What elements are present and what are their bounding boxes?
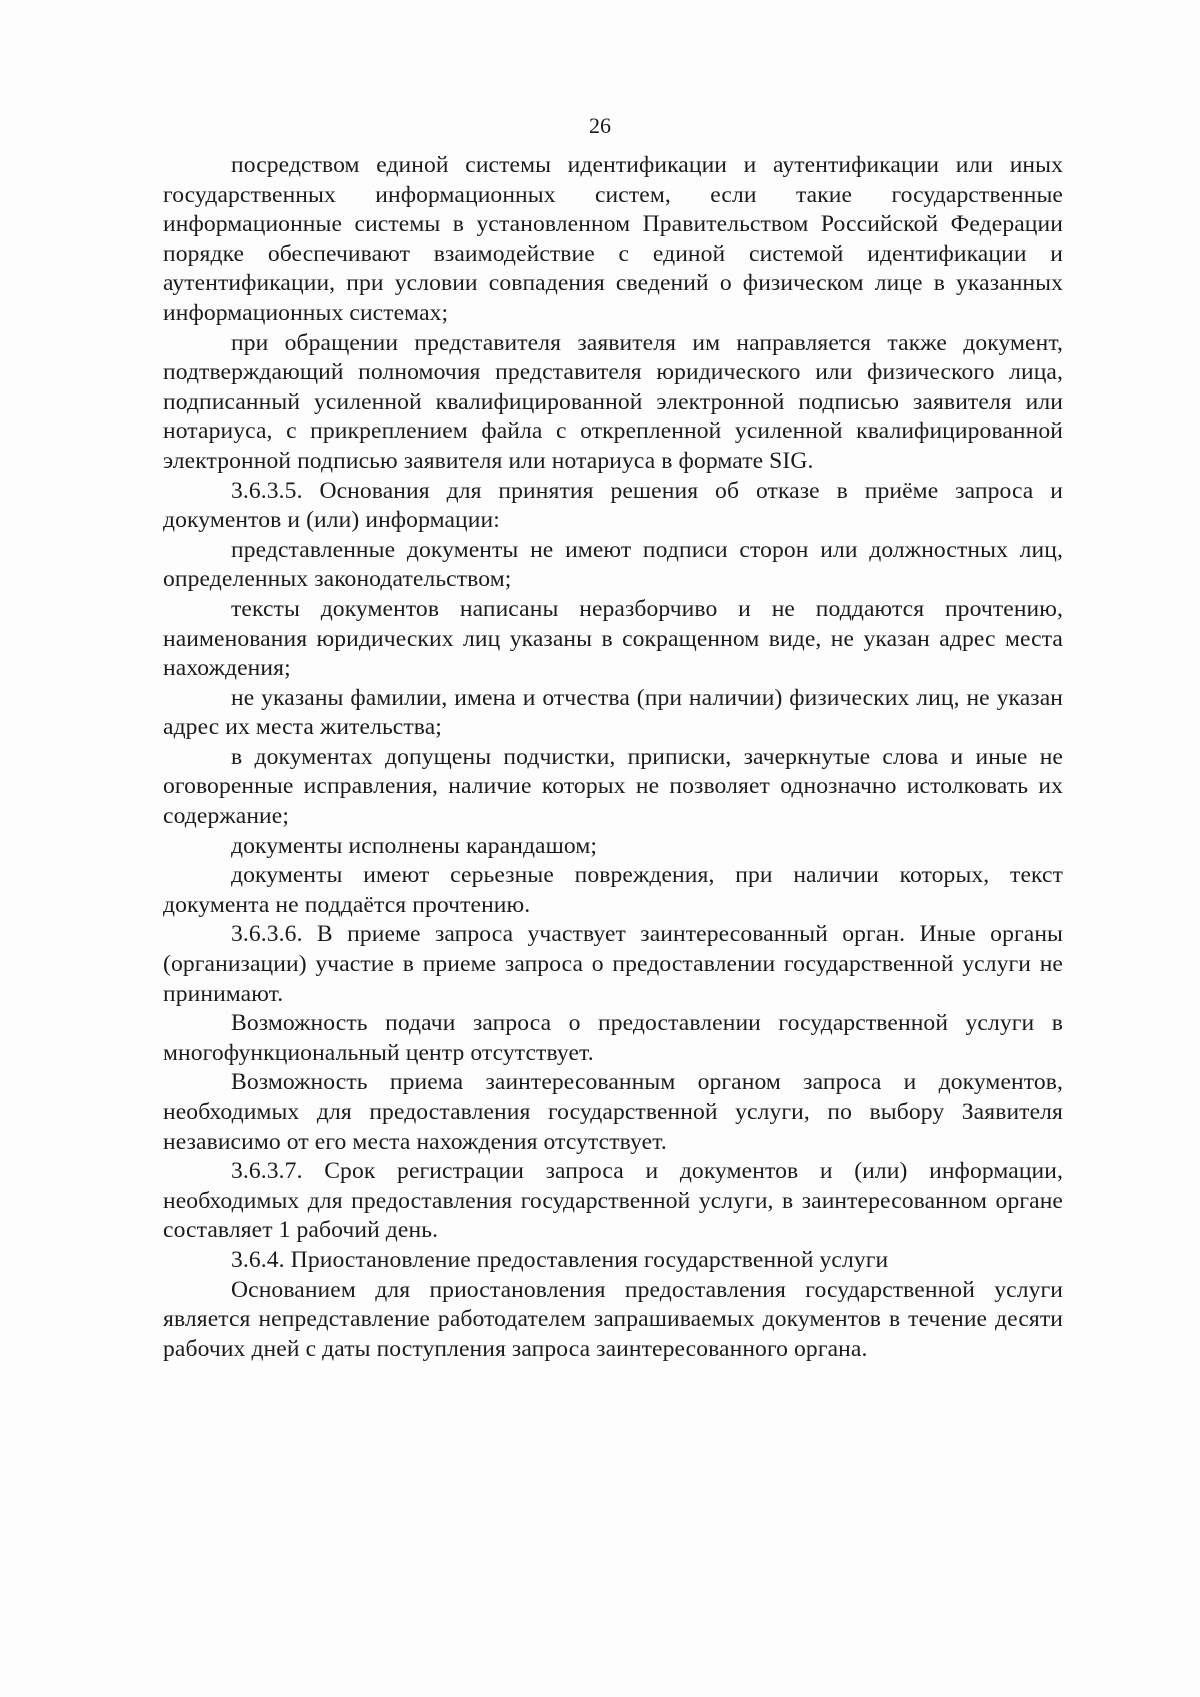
paragraph-3-6-3-5-heading: 3.6.3.5. Основания для принятия решения об отказе в приёме запроса и документов и (или) информации: — [163, 477, 1063, 534]
list-item-illegible-texts: тексты документов написаны неразборчиво и не поддаются прочтению, наименования юридических лиц указаны в сокращенном виде, не указан адрес места нахождения; — [163, 595, 1063, 682]
paragraph-3-6-4-heading: 3.6.4. Приостановление предоставления государственной услуги — [231, 1246, 889, 1273]
paragraph-representative-document: при обращении представителя заявителя им направляется также документ, подтверждающий полномочия представителя юридического или физического лица, подписанный усиленной квалифицированной электронной подписью заявителя или нотариуса, с прикреплением файла с открепленной усиленной квалифицированной электронной подписью заявителя или нотариуса в формате SIG. — [163, 329, 1063, 474]
paragraph-mfc-unavailable: Возможность подачи запроса о предоставлении государственной услуги в многофункциональный центр отсутствует. — [163, 1010, 1063, 1066]
list-item-erasures: в документах допущены подчистки, приписки, зачеркнутые слова и иные не оговоренные исправления, наличие которых не позволяет однозначно истолковать их содержание; — [163, 743, 1063, 830]
paragraph-3-6-3-7: 3.6.3.7. Срок регистрации запроса и документов и (или) информации, необходимых для предоставления государственной услуги, в заинтересованном органе составляет 1 рабочий день. — [163, 1158, 1063, 1244]
paragraph-identification-systems: посредством единой системы идентификации и аутентификации или иных государственных информационных систем, если такие государственные информационные системы в установленном Правительством Российской Федерации порядке обеспечивают взаимодействие с единой системой идентификации и аутентификации, при условии совпадения сведений о физическом лице в указанных информационных системах; — [163, 152, 1063, 326]
list-item-no-signatures: представленные документы не имеют подписи сторон или должностных лиц, определенных законодательством; — [163, 536, 1063, 593]
paragraph-suspension-grounds: Основанием для приостановления предоставления государственной услуги является непредставление работодателем запрашиваемых документов в течение десяти рабочих дней с даты поступления запроса заинтересованного органа. — [163, 1276, 1063, 1362]
paragraph-3-6-3-6: 3.6.3.6. В приеме запроса участвует заинтересованный орган. Иные органы (организации) участие в приеме запроса о предоставлении государственной услуги не принимают. — [163, 921, 1063, 1007]
list-item-damaged: документы имеют серьезные повреждения, при наличии которых, текст документа не поддаётся прочтению. — [163, 862, 1063, 918]
page-number: 26 — [589, 113, 611, 138]
document-body — [163, 151, 1063, 1364]
list-item-missing-names: не указаны фамилии, имена и отчества (при наличии) физических лиц, не указан адрес их места жительства; — [163, 684, 1063, 741]
paragraph-extraterritorial: Возможность приема заинтересованным органом запроса и документов, необходимых для предоставления государственной услуги, по выбору Заявителя независимо от его места нахождения отсутствует. — [163, 1069, 1063, 1155]
list-item-pencil: документы исполнены карандашом; — [231, 832, 598, 859]
